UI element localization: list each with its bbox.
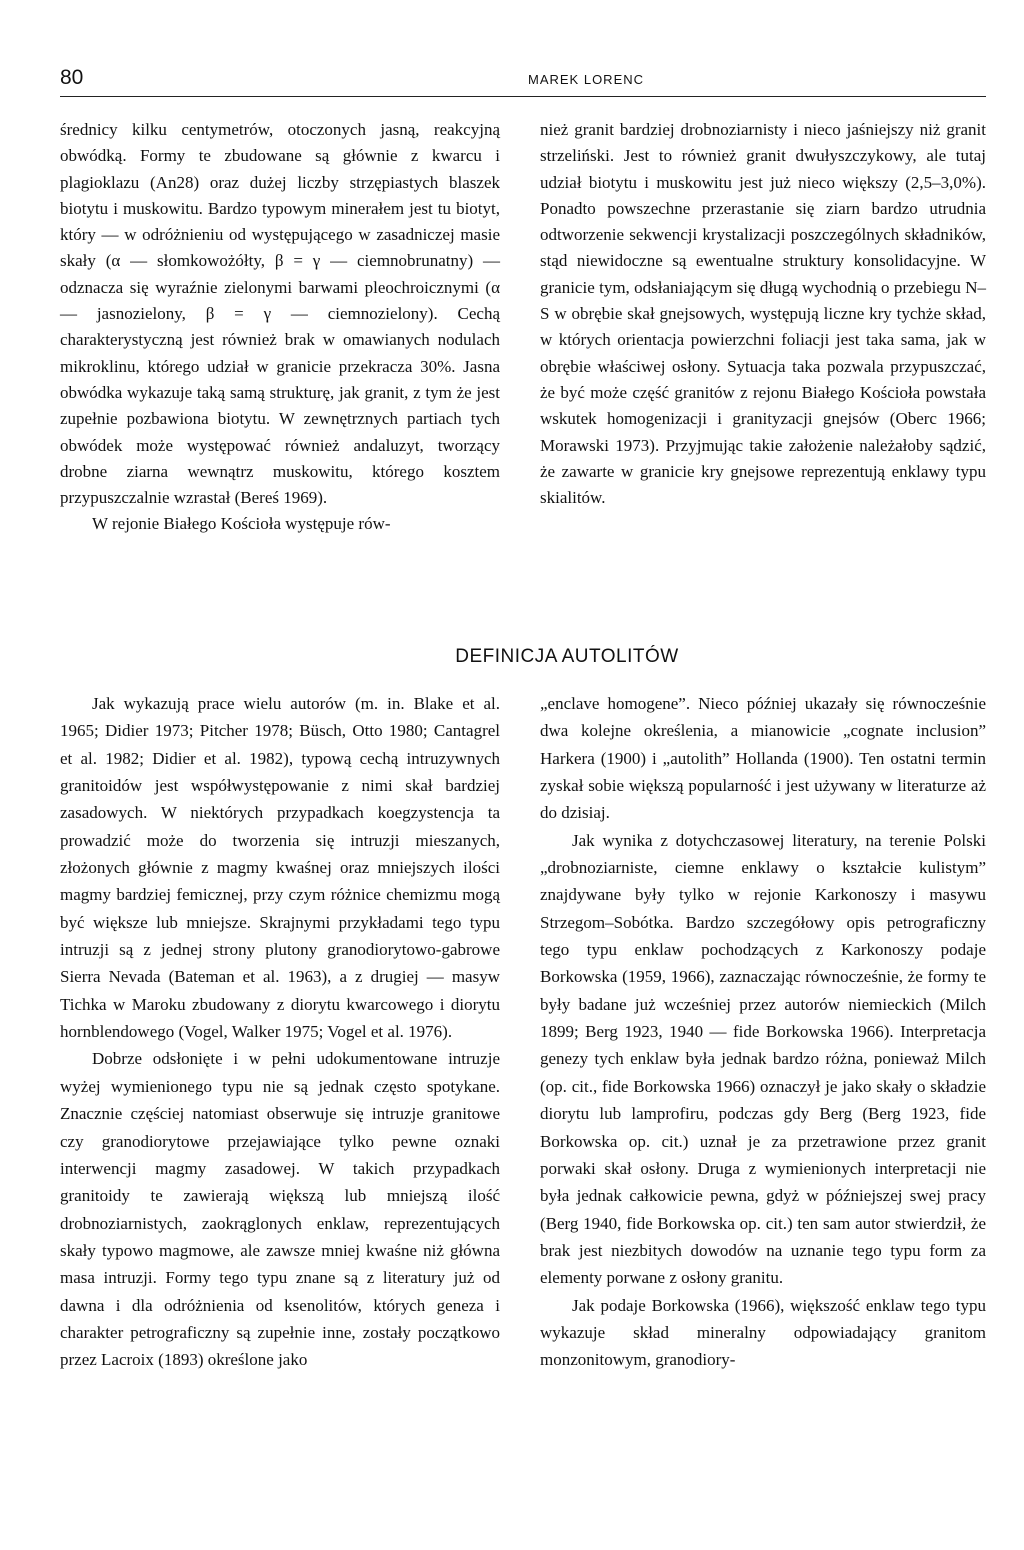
running-head <box>60 62 986 97</box>
bottom-right-column <box>540 690 986 1374</box>
paragraph: W rejonie Białego Kościoła występuje rów- <box>92 514 391 534</box>
section-heading: DEFINICJA AUTOLITÓW <box>455 646 679 667</box>
paragraph: Jak podaje Borkowska (1966), większość enklaw tego typu wykazuje skład mineralny odpowiadający granitom monzonitowym, granodiory- <box>540 1295 986 1370</box>
paragraph: Dobrze odsłonięte i w pełni udokumentowane intruzje wyżej wymienionego typu nie są jednak często spotykane. Znacznie częściej natomiast obserwuje się intruzje granitowe czy granodiorytowe przejawiające tylko pewne oznaki interwencji magmy zasadowej. W takich przypadkach granitoidy te zawierają większą lub mniejszą ilość drobnoziarnistych, zaokrąglonych enklaw, reprezentujących skały typowo magmowe, ale zawsze mniej kwaśne niż główna masa intruzji. Formy tego typu znane są z literatury już od dawna i dla odróżnienia od ksenolitów, których geneza i charakter petrograficzny są zupełnie inne, zostały początkowo przez Lacroix (1893) określone jako <box>60 1049 500 1370</box>
paragraph: Jak wynika z dotychczasowej literatury, na terenie Polski „drobnoziarniste, ciemne enklawy o kształcie kulistym” znajdywane były tylko w rejonie Karkonoszy i masywu Strzegom–Sobótka. Bardzo szczegółowy opis petrograficzny tego typu enklaw pochodzących z Karkonoszy podaje Borkowska (1959, 1966), zaznaczając równocześnie, że formy te były badane już wcześniej przez autorów niemieckich (Milch 1899; Berg 1923, 1940 — fide Borkowska 1966). Interpretacja genezy tych enklaw była jednak bardzo różna, ponieważ Milch (op. cit., fide Borkowska 1966) oznaczył je jako skały o składzie diorytu lub lamprofiru, podczas gdy Berg (Berg 1923, fide Borkowska op. cit.) uznał je za przetrawione przez granit porwaki skał osłony. Druga z wymienionych interpretacji nie była jednak całkowicie pewna, gdyż w późniejszej swej pracy (Berg 1940, fide Borkowska op. cit.) ten sam autor stwierdził, że brak jest niezbitych dowodów na uznanie tego typu form za elementy porwane z osłony granitu. <box>540 830 986 1288</box>
running-head-author: MAREK LORENC <box>528 72 645 87</box>
paragraph: nież granit bardziej drobnoziarnisty i nieco jaśniejszy niż granit strzeliński. Jest to również granit dwułyszczykowy, ale tutaj udział biotytu i muskowitu jest już nieco większy (2,5–3,0%). Ponadto powszechne przerastanie się ziarn bardzo utrudnia odtworzenie sekwencji krystalizacji poszczególnych składników, stąd niewidoczne są ewentualne struktury konsolidacyjne. W granicie tym, odsłaniającym się długą wychodnią o przebiegu N–S w obrębie skał gnejsowych, występują liczne kry tychże skład, w których orientacja powierzchni foliacji jest taka sama, jak w obrębie właściwej osłony. Sytuacja taka pozwala przypuszczać, że być może część granitów z rejonu Białego Kościoła powstała wskutek homogenizacji i granityzacji gnejsów (Oberc 1966; Morawski 1973). Przyjmując takie założenie należałoby sądzić, że zawarte w granicie kry gnejsowe reprezentują enklawy typu skialitów. <box>540 120 986 508</box>
paragraph: Jak wykazują prace wielu autorów (m. in. Blake et al. 1965; Didier 1973; Pitcher 1978; Büsch, Otto 1980; Cantagrel et al. 1982; Didier et al. 1982), typową cechą intruzywnych granitoidów jest współwystępowanie z nimi skał bardziej zasadowych. W niektórych przypadkach koegzystencja ta prowadzić może do tworzenia się intruzji mieszanych, złożonych głównie z magmy kwaśnej oraz mniejszych ilości magmy bardziej femicznej, przy czym różnice chemizmu mogą być większe lub mniejsze. Skrajnymi przykładami tego typu intruzji są z jednej strony plutony granodiorytowo-gabrowe Sierra Nevada (Bateman et al. 1963), a z drugiej — masyw Tichka w Maroku zbudowany z diorytu kwarcowego i diorytu hornblendowego (Vogel, Walker 1975; Vogel et al. 1976). <box>60 694 500 1042</box>
top-right-column <box>540 117 986 511</box>
top-left-column <box>60 117 500 538</box>
page-number: 80 <box>60 66 84 89</box>
bottom-left-column <box>60 690 500 1374</box>
paragraph: „enclave homogene”. Nieco później ukazały się równocześnie dwa kolejne określenia, a mianowicie „cognate inclusion” Harkera (1900) i „autolith” Hollanda (1900). Ten ostatni termin zyskał sobie większą popularność i jest używany w literaturze aż do dzisiaj. <box>540 694 986 823</box>
paragraph: średnicy kilku centymetrów, otoczonych jasną, reakcyjną obwódką. Formy te zbudowane są głównie z kwarcu i plagioklazu (An28) oraz dużej liczby strzępiastych blaszek biotytu i muskowitu. Bardzo typowym minerałem jest tu biotyt, który — w odróżnieniu od występującego w zasadniczej masie skały (α — słomkowożółty, β = γ — ciemnobrunatny) — odznacza się wyraźnie zielonymi barwami pleochroicznymi (α — jasnozielony, β = γ — ciemnozielony). Cechą charakterystyczną jest również brak w omawianych nodulach mikroklinu, którego udział w granicie przekracza 30%. Jasna obwódka wykazuje taką samą strukturę, jak granit, z tym że jest zupełnie pozbawiona biotytu. W zewnętrznych partiach tych obwódek może występować również andaluzyt, tworzący drobne ziarna wewnątrz muskowitu, którego kosztem przypuszczalnie wzrastał (Bereś 1969). <box>60 120 500 508</box>
